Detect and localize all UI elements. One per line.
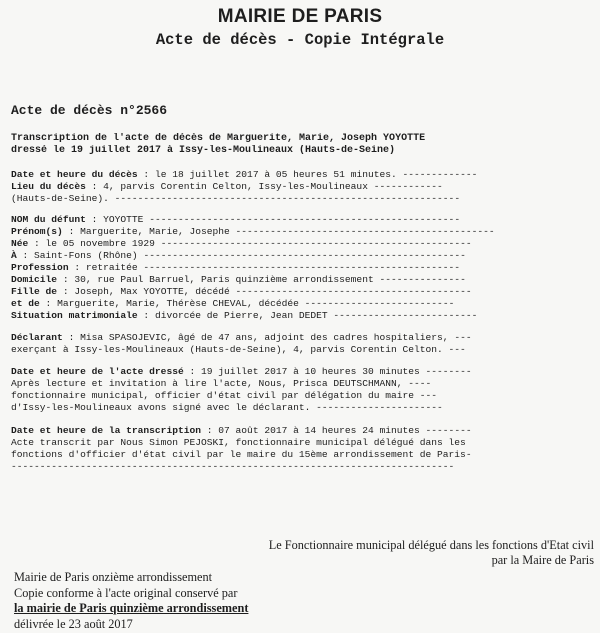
- defunt-situation-value: : divorcée de Pierre, Jean DEDET: [137, 310, 334, 321]
- transcription-line-2: dressé le 19 juillet 2017 à Issy-les-Moulineaux (Hauts-de-Seine): [11, 145, 396, 156]
- declarant-line-1: : Misa SPASOJEVIC, âgé de 47 ans, adjoint des cadres hospitaliers, ---: [62, 332, 472, 343]
- defunt-etde-row: et de : Marguerite, Marie, Thérèse CHEVAL, décédée --------------------------: [11, 298, 455, 309]
- defunt-a-label: À: [11, 250, 17, 261]
- deces-date-value: : le 18 juillet 2017 à 05 heures 51 minutes.: [137, 169, 403, 180]
- defunt-profession-row: Profession : retraitée -------------------------------------------------------: [11, 262, 461, 273]
- defunt-domicile-value: : 30, rue Paul Barruel, Paris quinzième arrondissement: [57, 274, 380, 285]
- defunt-fille-label: Fille de: [11, 286, 58, 297]
- declarant-label: Déclarant: [11, 332, 63, 343]
- defunt-nee-row: Née : le 05 novembre 1929 ------------------------------------------------------: [11, 238, 472, 249]
- defunt-domicile-label: Domicile: [11, 274, 58, 285]
- defunt-etde-label: et de: [11, 298, 40, 309]
- footer-line-3: la mairie de Paris quinzième arrondissement: [14, 601, 249, 615]
- footer-line-1: Mairie de Paris onzième arrondissement: [14, 570, 213, 584]
- defunt-situation-label: Situation matrimoniale: [11, 310, 138, 321]
- transcription-date-value: : 07 août 2017 à 14 heures 24 minutes --------: [201, 425, 472, 436]
- acte-number: Acte de décès n°2566: [11, 103, 168, 118]
- acte-dresse-line-3: fonctionnaire municipal, officier d'état civil par délégation du maire ---: [11, 390, 438, 401]
- defunt-profession-label: Profession: [11, 262, 69, 273]
- deces-lieu-value: : 4, parvis Corentin Celton, Issy-les-Moulineaux: [85, 181, 374, 192]
- defunt-prenoms-value: : Marguerite, Marie, Josephe: [62, 226, 236, 237]
- transcription-date-line-2: Acte transcrit par Nous Simon PEJOSKI, fonctionnaire municipal délégué dans les: [11, 437, 466, 448]
- declarant-line-2: exerçant à Issy-les-Moulineaux (Hauts-de-Seine), 4, parvis Corentin Celton. ---: [11, 344, 466, 355]
- deces-lieu-cont: (Hauts-de-Seine).: [11, 193, 115, 204]
- declarant-row: [11, 332, 591, 344]
- deces-lieu-row: Lieu du décès : 4, parvis Corentin Celton, Issy-les-Moulineaux ------------: [11, 181, 443, 192]
- defunt-etde-value: : Marguerite, Marie, Thérèse CHEVAL, décédée: [39, 298, 305, 309]
- transcription-date-label: Date et heure de la transcription: [11, 425, 201, 436]
- defunt-a-value: : Saint-Fons (Rhône): [16, 250, 144, 261]
- deces-date-row: Date et heure du décès : le 18 juillet 2017 à 05 heures 51 minutes. -------------: [11, 169, 478, 180]
- acte-dresse-line-2: Après lecture et invitation à lire l'acte, Nous, Prisca DEUTSCHMANN, ----: [11, 378, 432, 389]
- transcription-date-line-4: -----------------------------------------------------------------------------: [11, 461, 455, 472]
- defunt-nom-value: : YOYOTTE: [85, 214, 150, 225]
- acte-dresse-value: : 19 juillet 2017 à 10 heures 30 minutes --------: [183, 366, 472, 377]
- defunt-nom-row: NOM du défunt : YOYOTTE ------------------------------------------------------: [11, 214, 461, 225]
- signature-line-1: Le Fonctionnaire municipal délégué dans les fonctions d'Etat civil: [268, 538, 594, 552]
- deces-date-label: Date et heure du décès: [11, 169, 138, 180]
- footer-line-4: délivrée le 23 août 2017: [14, 617, 133, 631]
- defunt-nom-label: NOM du défunt: [11, 214, 86, 225]
- deces-lieu-label: Lieu du décès: [11, 181, 86, 192]
- defunt-domicile-row: Domicile : 30, rue Paul Barruel, Paris quinzième arrondissement ---------------: [11, 274, 466, 285]
- acte-dresse-row: [11, 366, 591, 378]
- transcription-line-1: Transcription de l'acte de décès de Marguerite, Marie, Joseph YOYOTTE: [11, 133, 426, 144]
- defunt-prenoms-label: Prénom(s): [11, 226, 63, 237]
- defunt-nee-value: : le 05 novembre 1929: [28, 238, 161, 249]
- transcription-date-row: [11, 425, 591, 437]
- defunt-fille-row: Fille de : Joseph, Max YOYOTTE, décédé -----------------------------------------: [11, 286, 472, 297]
- mairie-title: MAIRIE DE PARIS: [217, 6, 383, 27]
- defunt-situation-row: Situation matrimoniale : divorcée de Pierre, Jean DEDET -------------------------: [11, 310, 478, 321]
- acte-dresse-line-4: d'Issy-les-Moulineaux avons signé avec le déclarant. ----------------------: [11, 402, 443, 413]
- document-subtitle: Acte de décès - Copie Intégrale: [155, 31, 445, 49]
- acte-dresse-label: Date et heure de l'acte dressé: [11, 366, 184, 377]
- deces-lieu-cont-row: (Hauts-de-Seine). ------------------------------------------------------------: [11, 193, 461, 204]
- defunt-a-row: À : Saint-Fons (Rhône) --------------------------------------------------------: [11, 250, 466, 261]
- transcription-date-line-3: fonctions d'officier d'état civil par le maire du 15ème arrondissement de Paris-: [11, 449, 472, 460]
- defunt-profession-value: : retraitée: [68, 262, 144, 273]
- defunt-prenoms-row: Prénom(s) : Marguerite, Marie, Josephe ---------------------------------------------: [11, 226, 495, 237]
- footer-line-2: Copie conforme à l'acte original conservé par: [14, 586, 238, 600]
- defunt-nee-label: Née: [11, 238, 29, 249]
- defunt-fille-value: : Joseph, Max YOYOTTE, décédé: [57, 286, 236, 297]
- signature-line-2: par la Maire de Paris: [491, 553, 594, 567]
